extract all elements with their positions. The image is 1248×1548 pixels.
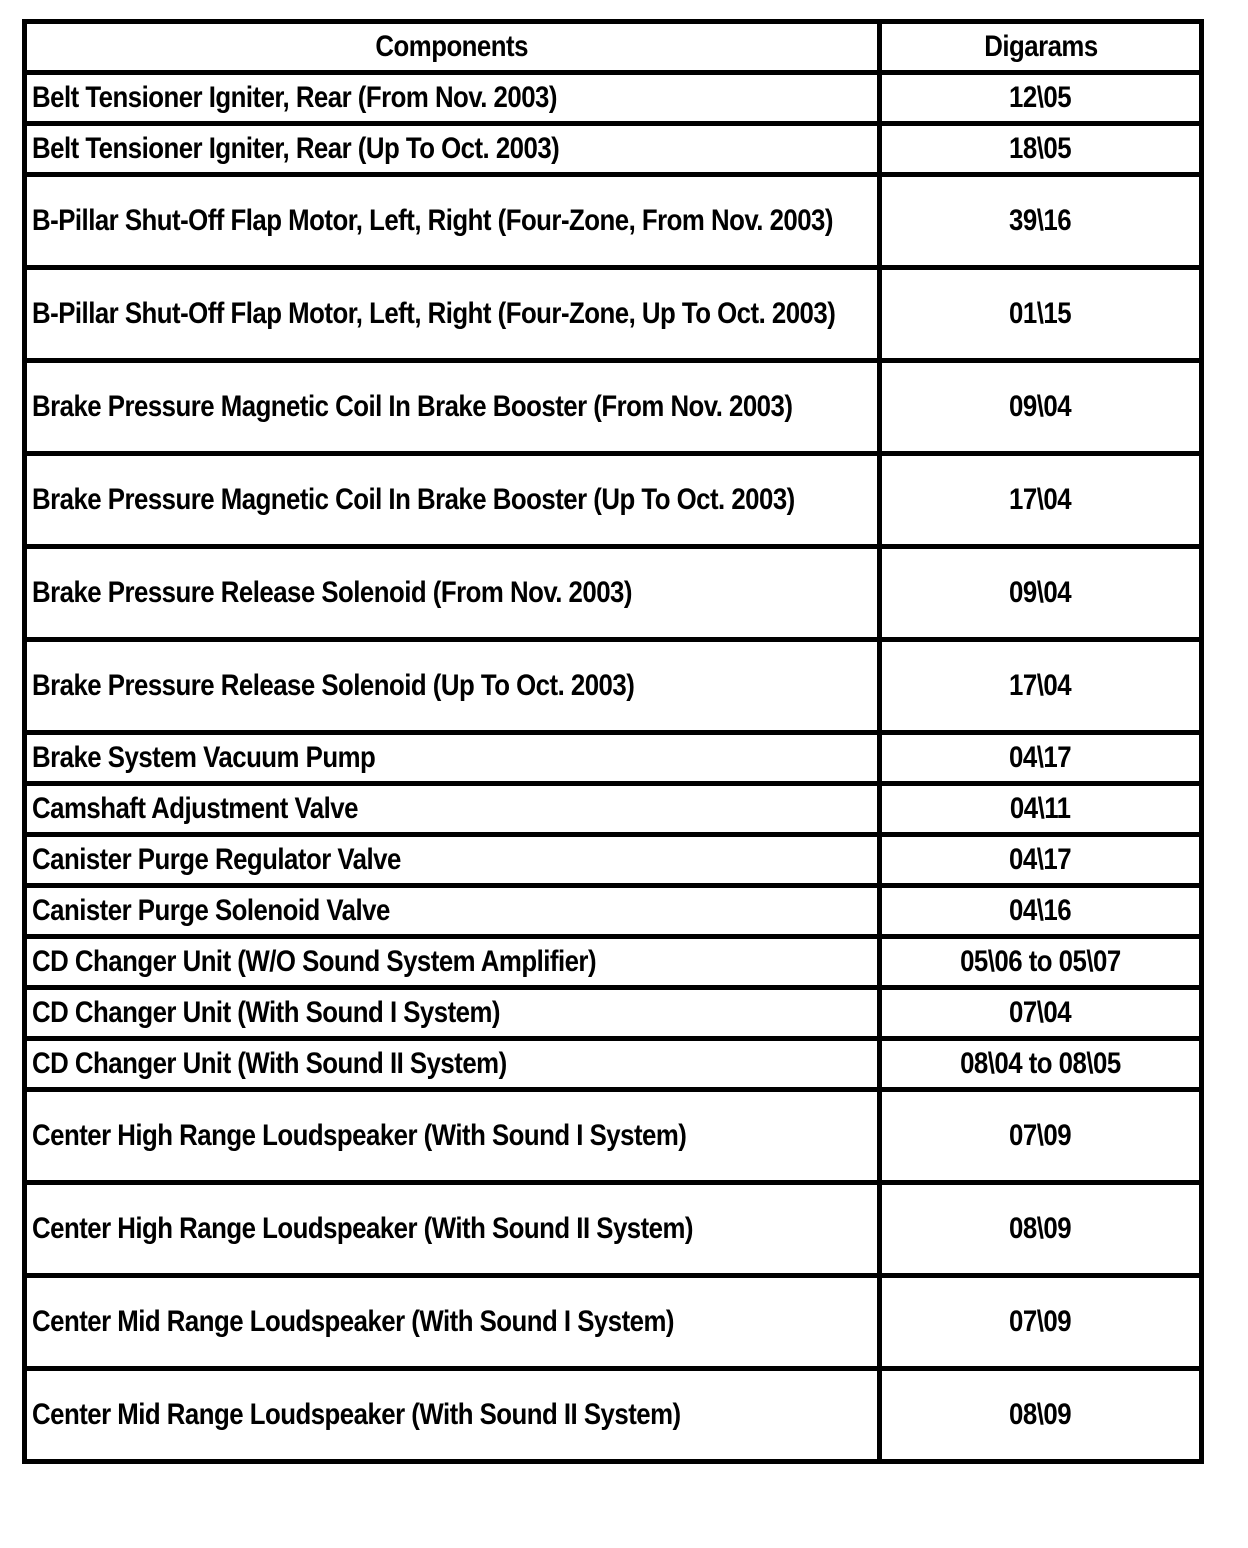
component-cell: CD Changer Unit (With Sound I System) (25, 988, 880, 1039)
table-row (25, 1183, 1202, 1276)
component-cell: Center High Range Loudspeaker (With Sound II System) (25, 1183, 880, 1276)
diagram-cell: 08\09 (880, 1369, 1202, 1462)
table-row (25, 124, 1202, 175)
diagram-cell: 01\15 (880, 268, 1202, 361)
component-cell: Belt Tensioner Igniter, Rear (Up To Oct. 2003) (25, 124, 880, 175)
diagram-cell: 17\04 (880, 640, 1202, 733)
diagram-cell: 09\04 (880, 547, 1202, 640)
diagram-cell: 07\09 (880, 1090, 1202, 1183)
component-cell: CD Changer Unit (W/O Sound System Amplifier) (25, 937, 880, 988)
table-row (25, 454, 1202, 547)
component-cell: Center Mid Range Loudspeaker (With Sound II System) (25, 1369, 880, 1462)
table-row (25, 547, 1202, 640)
table-row (25, 1276, 1202, 1369)
table-row (25, 937, 1202, 988)
component-cell: Brake Pressure Release Solenoid (From Nov. 2003) (25, 547, 880, 640)
table-row (25, 640, 1202, 733)
header-row (25, 22, 1202, 73)
table-row (25, 733, 1202, 784)
diagram-cell: 07\09 (880, 1276, 1202, 1369)
diagram-cell: 04\17 (880, 733, 1202, 784)
component-cell: Brake Pressure Magnetic Coil In Brake Booster (From Nov. 2003) (25, 361, 880, 454)
component-cell: Camshaft Adjustment Valve (25, 784, 880, 835)
table-body (25, 73, 1202, 1462)
diagram-cell: 08\04 to 08\05 (880, 1039, 1202, 1090)
component-cell: Brake System Vacuum Pump (25, 733, 880, 784)
table-row (25, 835, 1202, 886)
table-row (25, 1090, 1202, 1183)
component-cell: Brake Pressure Magnetic Coil In Brake Booster (Up To Oct. 2003) (25, 454, 880, 547)
diagram-cell: 04\16 (880, 886, 1202, 937)
diagram-cell: 04\11 (880, 784, 1202, 835)
diagram-cell: 04\17 (880, 835, 1202, 886)
table-row (25, 1369, 1202, 1462)
component-cell: B-Pillar Shut-Off Flap Motor, Left, Right (Four-Zone, Up To Oct. 2003) (25, 268, 880, 361)
table-row (25, 175, 1202, 268)
component-cell: Brake Pressure Release Solenoid (Up To Oct. 2003) (25, 640, 880, 733)
table-row (25, 268, 1202, 361)
table-row (25, 988, 1202, 1039)
diagram-cell: 12\05 (880, 73, 1202, 124)
table-row (25, 886, 1202, 937)
header-components: Components (25, 22, 880, 73)
table-row (25, 361, 1202, 454)
table-row (25, 73, 1202, 124)
diagram-cell: 05\06 to 05\07 (880, 937, 1202, 988)
diagram-cell: 08\09 (880, 1183, 1202, 1276)
component-cell: B-Pillar Shut-Off Flap Motor, Left, Right (Four-Zone, From Nov. 2003) (25, 175, 880, 268)
table-row (25, 784, 1202, 835)
diagram-cell: 17\04 (880, 454, 1202, 547)
table-row (25, 1039, 1202, 1090)
header-diagrams: Digarams (880, 22, 1202, 73)
diagram-cell: 07\04 (880, 988, 1202, 1039)
component-cell: Center High Range Loudspeaker (With Sound I System) (25, 1090, 880, 1183)
diagram-cell: 09\04 (880, 361, 1202, 454)
diagram-cell: 18\05 (880, 124, 1202, 175)
component-cell: CD Changer Unit (With Sound II System) (25, 1039, 880, 1090)
component-cell: Belt Tensioner Igniter, Rear (From Nov. 2003) (25, 73, 880, 124)
component-cell: Canister Purge Regulator Valve (25, 835, 880, 886)
component-cell: Canister Purge Solenoid Valve (25, 886, 880, 937)
diagram-cell: 39\16 (880, 175, 1202, 268)
components-table (22, 19, 1204, 1464)
component-cell: Center Mid Range Loudspeaker (With Sound I System) (25, 1276, 880, 1369)
